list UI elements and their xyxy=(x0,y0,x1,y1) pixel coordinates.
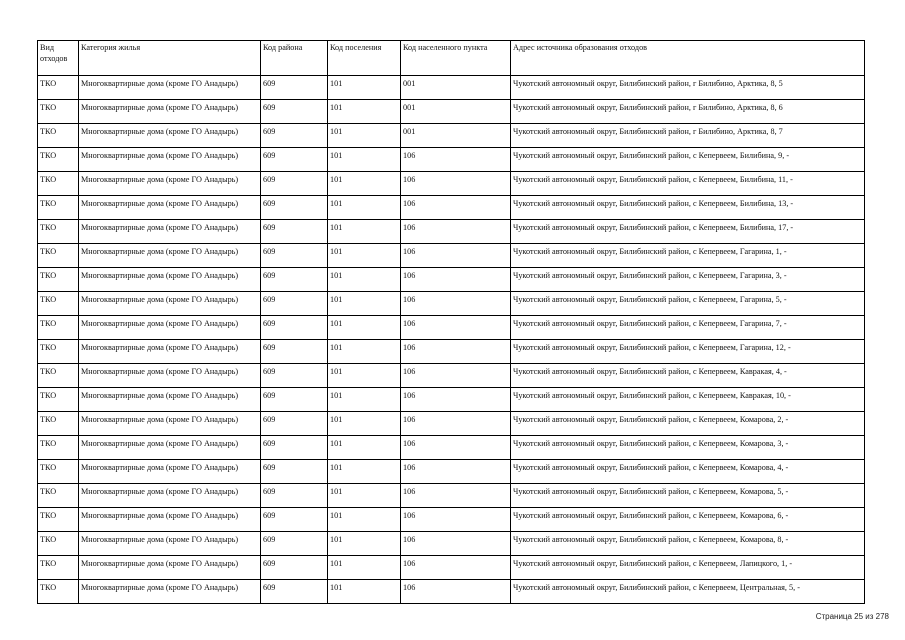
table-row xyxy=(38,268,865,292)
cell-locality-code: 106 xyxy=(401,484,511,508)
cell-settlement-code: 101 xyxy=(328,316,401,340)
table-row xyxy=(38,220,865,244)
cell-settlement-code: 101 xyxy=(328,556,401,580)
cell-waste-type: ТКО xyxy=(38,124,79,148)
cell-housing-category: Многоквартирные дома (кроме ГО Анадырь) xyxy=(79,220,261,244)
cell-waste-type: ТКО xyxy=(38,76,79,100)
cell-settlement-code: 101 xyxy=(328,100,401,124)
cell-source-address: Чукотский автономный округ, Билибинский район, с Кепервеем, Комарова, 2, - xyxy=(511,412,865,436)
cell-district-code: 609 xyxy=(261,172,328,196)
cell-source-address: Чукотский автономный округ, Билибинский район, с Кепервеем, Гагарина, 3, - xyxy=(511,268,865,292)
cell-locality-code: 106 xyxy=(401,364,511,388)
table-row xyxy=(38,148,865,172)
cell-waste-type: ТКО xyxy=(38,100,79,124)
cell-district-code: 609 xyxy=(261,460,328,484)
cell-district-code: 609 xyxy=(261,268,328,292)
header-locality-code: Код населенного пункта xyxy=(401,41,511,76)
cell-locality-code: 106 xyxy=(401,196,511,220)
cell-locality-code: 106 xyxy=(401,268,511,292)
table-row xyxy=(38,484,865,508)
cell-housing-category: Многоквартирные дома (кроме ГО Анадырь) xyxy=(79,148,261,172)
cell-locality-code: 106 xyxy=(401,172,511,196)
table-row xyxy=(38,292,865,316)
cell-source-address: Чукотский автономный округ, Билибинский район, с Кепервеем, Комарова, 5, - xyxy=(511,484,865,508)
cell-waste-type: ТКО xyxy=(38,388,79,412)
cell-source-address: Чукотский автономный округ, Билибинский район, с Кепервеем, Центральная, 5, - xyxy=(511,580,865,604)
cell-district-code: 609 xyxy=(261,436,328,460)
cell-settlement-code: 101 xyxy=(328,412,401,436)
cell-settlement-code: 101 xyxy=(328,244,401,268)
cell-settlement-code: 101 xyxy=(328,76,401,100)
cell-locality-code: 106 xyxy=(401,532,511,556)
cell-settlement-code: 101 xyxy=(328,364,401,388)
cell-source-address: Чукотский автономный округ, Билибинский район, г Билибино, Арктика, 8, 7 xyxy=(511,124,865,148)
cell-waste-type: ТКО xyxy=(38,580,79,604)
cell-waste-type: ТКО xyxy=(38,364,79,388)
table-row xyxy=(38,508,865,532)
cell-waste-type: ТКО xyxy=(38,484,79,508)
cell-district-code: 609 xyxy=(261,364,328,388)
cell-source-address: Чукотский автономный округ, Билибинский район, с Кепервеем, Билибина, 11, - xyxy=(511,172,865,196)
cell-settlement-code: 101 xyxy=(328,220,401,244)
cell-locality-code: 106 xyxy=(401,316,511,340)
cell-waste-type: ТКО xyxy=(38,172,79,196)
cell-district-code: 609 xyxy=(261,388,328,412)
cell-settlement-code: 101 xyxy=(328,196,401,220)
cell-settlement-code: 101 xyxy=(328,460,401,484)
header-waste-type: Вид отходов xyxy=(38,41,79,76)
cell-locality-code: 106 xyxy=(401,340,511,364)
cell-housing-category: Многоквартирные дома (кроме ГО Анадырь) xyxy=(79,460,261,484)
cell-waste-type: ТКО xyxy=(38,436,79,460)
cell-source-address: Чукотский автономный округ, Билибинский район, с Кепервеем, Билибина, 17, - xyxy=(511,220,865,244)
cell-district-code: 609 xyxy=(261,292,328,316)
cell-housing-category: Многоквартирные дома (кроме ГО Анадырь) xyxy=(79,316,261,340)
cell-source-address: Чукотский автономный округ, Билибинский район, с Кепервеем, Лапицкого, 1, - xyxy=(511,556,865,580)
table-row xyxy=(38,196,865,220)
table-row xyxy=(38,460,865,484)
cell-housing-category: Многоквартирные дома (кроме ГО Анадырь) xyxy=(79,556,261,580)
table-row xyxy=(38,76,865,100)
header-source-address: Адрес источника образования отходов xyxy=(511,41,865,76)
cell-waste-type: ТКО xyxy=(38,412,79,436)
table-header-row xyxy=(38,41,865,76)
cell-locality-code: 106 xyxy=(401,220,511,244)
cell-housing-category: Многоквартирные дома (кроме ГО Анадырь) xyxy=(79,436,261,460)
cell-locality-code: 001 xyxy=(401,124,511,148)
cell-district-code: 609 xyxy=(261,244,328,268)
cell-settlement-code: 101 xyxy=(328,580,401,604)
cell-housing-category: Многоквартирные дома (кроме ГО Анадырь) xyxy=(79,100,261,124)
cell-source-address: Чукотский автономный округ, Билибинский район, г Билибино, Арктика, 8, 5 xyxy=(511,76,865,100)
cell-source-address: Чукотский автономный округ, Билибинский район, с Кепервеем, Билибина, 13, - xyxy=(511,196,865,220)
cell-district-code: 609 xyxy=(261,124,328,148)
cell-district-code: 609 xyxy=(261,316,328,340)
cell-locality-code: 001 xyxy=(401,100,511,124)
cell-district-code: 609 xyxy=(261,340,328,364)
cell-waste-type: ТКО xyxy=(38,556,79,580)
cell-settlement-code: 101 xyxy=(328,340,401,364)
cell-district-code: 609 xyxy=(261,412,328,436)
cell-locality-code: 106 xyxy=(401,412,511,436)
cell-waste-type: ТКО xyxy=(38,220,79,244)
cell-district-code: 609 xyxy=(261,220,328,244)
table-row xyxy=(38,172,865,196)
table-row xyxy=(38,436,865,460)
header-housing-category: Категория жилья xyxy=(79,41,261,76)
cell-settlement-code: 101 xyxy=(328,124,401,148)
waste-sources-table xyxy=(37,40,865,604)
cell-locality-code: 106 xyxy=(401,580,511,604)
cell-source-address: Чукотский автономный округ, Билибинский район, г Билибино, Арктика, 8, 6 xyxy=(511,100,865,124)
table-row xyxy=(38,124,865,148)
cell-housing-category: Многоквартирные дома (кроме ГО Анадырь) xyxy=(79,268,261,292)
header-district-code: Код района xyxy=(261,41,328,76)
cell-waste-type: ТКО xyxy=(38,532,79,556)
cell-waste-type: ТКО xyxy=(38,460,79,484)
table-row xyxy=(38,340,865,364)
cell-housing-category: Многоквартирные дома (кроме ГО Анадырь) xyxy=(79,388,261,412)
cell-source-address: Чукотский автономный округ, Билибинский район, с Кепервеем, Кавракая, 4, - xyxy=(511,364,865,388)
cell-district-code: 609 xyxy=(261,148,328,172)
cell-waste-type: ТКО xyxy=(38,244,79,268)
cell-settlement-code: 101 xyxy=(328,436,401,460)
cell-district-code: 609 xyxy=(261,196,328,220)
cell-source-address: Чукотский автономный округ, Билибинский район, с Кепервеем, Комарова, 4, - xyxy=(511,460,865,484)
cell-housing-category: Многоквартирные дома (кроме ГО Анадырь) xyxy=(79,244,261,268)
cell-source-address: Чукотский автономный округ, Билибинский район, с Кепервеем, Гагарина, 1, - xyxy=(511,244,865,268)
table-row xyxy=(38,580,865,604)
page-number: Страница 25 из 278 xyxy=(815,612,889,621)
cell-source-address: Чукотский автономный округ, Билибинский район, с Кепервеем, Комарова, 3, - xyxy=(511,436,865,460)
cell-locality-code: 106 xyxy=(401,436,511,460)
cell-housing-category: Многоквартирные дома (кроме ГО Анадырь) xyxy=(79,172,261,196)
table-row xyxy=(38,532,865,556)
cell-locality-code: 106 xyxy=(401,460,511,484)
table-row xyxy=(38,364,865,388)
cell-source-address: Чукотский автономный округ, Билибинский район, с Кепервеем, Кавракая, 10, - xyxy=(511,388,865,412)
cell-settlement-code: 101 xyxy=(328,508,401,532)
cell-waste-type: ТКО xyxy=(38,340,79,364)
table-row xyxy=(38,388,865,412)
table-row xyxy=(38,556,865,580)
cell-source-address: Чукотский автономный округ, Билибинский район, с Кепервеем, Комарова, 6, - xyxy=(511,508,865,532)
cell-waste-type: ТКО xyxy=(38,316,79,340)
cell-settlement-code: 101 xyxy=(328,388,401,412)
cell-settlement-code: 101 xyxy=(328,292,401,316)
cell-district-code: 609 xyxy=(261,76,328,100)
cell-district-code: 609 xyxy=(261,532,328,556)
cell-waste-type: ТКО xyxy=(38,196,79,220)
cell-housing-category: Многоквартирные дома (кроме ГО Анадырь) xyxy=(79,484,261,508)
cell-district-code: 609 xyxy=(261,100,328,124)
cell-district-code: 609 xyxy=(261,556,328,580)
cell-housing-category: Многоквартирные дома (кроме ГО Анадырь) xyxy=(79,76,261,100)
cell-waste-type: ТКО xyxy=(38,292,79,316)
cell-waste-type: ТКО xyxy=(38,508,79,532)
table-row xyxy=(38,412,865,436)
cell-housing-category: Многоквартирные дома (кроме ГО Анадырь) xyxy=(79,412,261,436)
cell-district-code: 609 xyxy=(261,484,328,508)
cell-housing-category: Многоквартирные дома (кроме ГО Анадырь) xyxy=(79,196,261,220)
cell-housing-category: Многоквартирные дома (кроме ГО Анадырь) xyxy=(79,340,261,364)
cell-settlement-code: 101 xyxy=(328,484,401,508)
cell-source-address: Чукотский автономный округ, Билибинский район, с Кепервеем, Гагарина, 5, - xyxy=(511,292,865,316)
cell-housing-category: Многоквартирные дома (кроме ГО Анадырь) xyxy=(79,364,261,388)
cell-settlement-code: 101 xyxy=(328,172,401,196)
cell-housing-category: Многоквартирные дома (кроме ГО Анадырь) xyxy=(79,508,261,532)
cell-locality-code: 106 xyxy=(401,244,511,268)
cell-waste-type: ТКО xyxy=(38,148,79,172)
table-row xyxy=(38,316,865,340)
cell-waste-type: ТКО xyxy=(38,268,79,292)
cell-settlement-code: 101 xyxy=(328,268,401,292)
cell-locality-code: 106 xyxy=(401,148,511,172)
cell-housing-category: Многоквартирные дома (кроме ГО Анадырь) xyxy=(79,580,261,604)
cell-locality-code: 106 xyxy=(401,556,511,580)
cell-locality-code: 106 xyxy=(401,508,511,532)
cell-settlement-code: 101 xyxy=(328,532,401,556)
table-body xyxy=(38,76,865,604)
cell-housing-category: Многоквартирные дома (кроме ГО Анадырь) xyxy=(79,124,261,148)
cell-locality-code: 001 xyxy=(401,76,511,100)
cell-housing-category: Многоквартирные дома (кроме ГО Анадырь) xyxy=(79,532,261,556)
cell-source-address: Чукотский автономный округ, Билибинский район, с Кепервеем, Гагарина, 7, - xyxy=(511,316,865,340)
cell-source-address: Чукотский автономный округ, Билибинский район, с Кепервеем, Гагарина, 12, - xyxy=(511,340,865,364)
cell-locality-code: 106 xyxy=(401,388,511,412)
cell-district-code: 609 xyxy=(261,580,328,604)
cell-district-code: 609 xyxy=(261,508,328,532)
table-row xyxy=(38,244,865,268)
table-row xyxy=(38,100,865,124)
cell-housing-category: Многоквартирные дома (кроме ГО Анадырь) xyxy=(79,292,261,316)
cell-source-address: Чукотский автономный округ, Билибинский район, с Кепервеем, Билибина, 9, - xyxy=(511,148,865,172)
cell-locality-code: 106 xyxy=(401,292,511,316)
header-settlement-code: Код поселения xyxy=(328,41,401,76)
cell-settlement-code: 101 xyxy=(328,148,401,172)
cell-source-address: Чукотский автономный округ, Билибинский район, с Кепервеем, Комарова, 8, - xyxy=(511,532,865,556)
